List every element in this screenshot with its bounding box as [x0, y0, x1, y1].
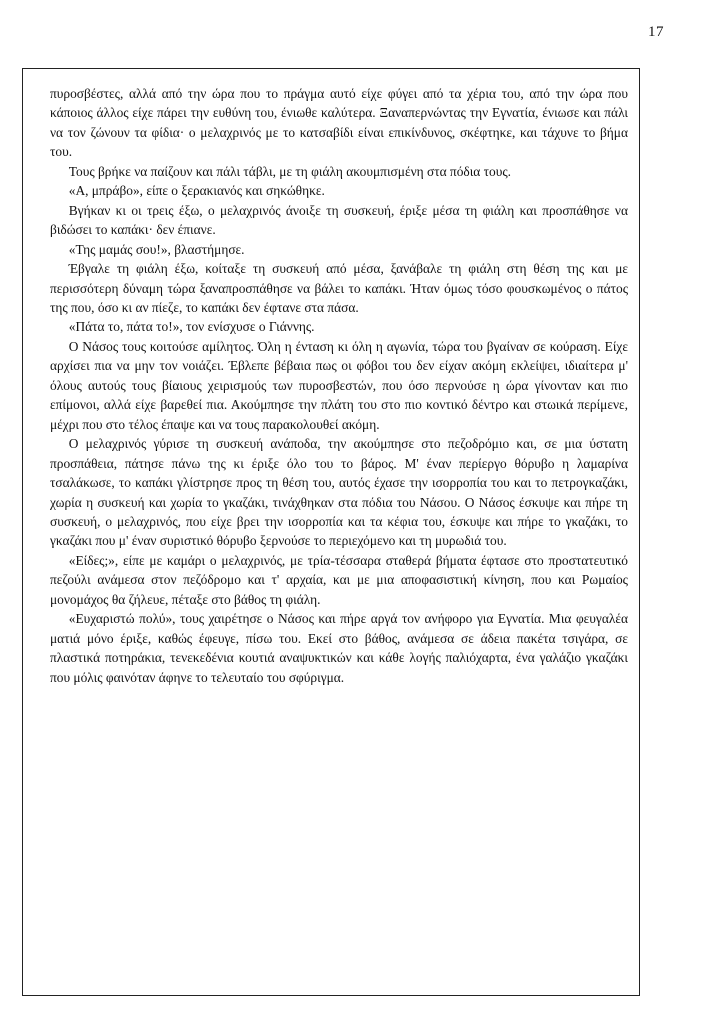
- paragraph-6: Έβγαλε τη φιάλη έξω, κοίταξε τη συσκευή από μέσα, ξανάβαλε τη φιάλη στη θέση της και με περισσότερη δύναμη τώρα ξαναπροσπάθησε να βάλει το καπάκι. Ήταν όμως τόσο φουσκωμένος ο πάτος της που, όσο κι αν πίεζε, το καπάκι δεν έφτανε στα πάσα.: [50, 261, 628, 315]
- paragraph-1: πυροσβέστες, αλλά από την ώρα που το πράγμα αυτό είχε φύγει από τα χέρια του, από την ώρα που κάποιος άλλος είχε πάρει την ευθύνη του, ένιωθε καλύτερα. Ξαναπερνώντας την Εγνατία, ένιωσε και πάλι να τον ζώνουν τα φίδια· ο μελαχρινός με το κατσαβίδι είναι επικίνδυνος, σκέφτηκε, και τάχυνε το βήμα του.: [50, 86, 628, 160]
- page-number: 17: [648, 24, 664, 40]
- paragraph-5: «Της μαμάς σου!», βλαστήμησε.: [68, 241, 245, 257]
- paragraph-4: Βγήκαν κι οι τρεις έξω, ο μελαχρινός άνοιξε τη συσκευή, έριξε μέσα τη φιάλη και προσπάθησε να βιδώσει το καπάκι· δεν έπιανε.: [50, 202, 628, 238]
- paragraph-2: Τους βρήκε να παίζουν και πάλι τάβλι, με τη φιάλη ακουμπισμένη στα πόδια τους.: [68, 163, 512, 179]
- paragraph-9: Ο μελαχρινός γύρισε τη συσκευή ανάποδα, την ακούμπησε στο πεζοδρόμιο και, σε μια ύστατη προσπάθεια, πάτησε πάνω της κι έριξε όλο του το βάρος. Μ' έναν περίεργο θόρυβο η λαμαρίνα τσαλάκωσε, το καπάκι γλίστρησε προς τη θέση του, αυτός έχασε την ισορροπία του και το πετρογκαζάκι, χωρία η συσκευή και χωρία το γκαζάκι, τινάχθηκαν στα πόδια του Νάσου. Ο Νάσος έσκυψε και πήρε τη συσκευή, ο μελαχρινός, που είχε βρει την ισορροπία και τα κέφια του, έσκυψε και πήρε το γκαζάκι, το γκαζάκι που μ' έναν συριστικό θόρυβο ξερνούσε το περιεχόμενο και τη μυρωδιά του.: [50, 436, 628, 549]
- paragraph-3: «Α, μπράβο», είπε ο ξερακιανός και σηκώθηκε.: [68, 183, 325, 199]
- paragraph-8: Ο Νάσος τους κοιτούσε αμίλητος. Όλη η ένταση κι όλη η αγωνία, τώρα του βγαίναν σε κούραση. Είχε αρχίσει πια να μην τον νοιάζει. Έβλεπε βέβαια πως οι φόβοι του δεν είχαν ακόμη εκλείψει, ιδιαίτερα μ' όλους αυτούς τους βίαιους χειρισμούς των πυροσβεστών, που όσο περνούσε η ώρα γίνονταν και πιο επίμονοι, αλλά είχε βαρεθεί πια. Ακούμπησε την πλάτη του στο πιο κοντικό δέντρο και στωικά περίμενε, μέχρι που στο τέλος έπαψε και να τους παρακολουθεί ακόμη.: [50, 338, 628, 432]
- paragraph-10: «Είδες;», είπε με καμάρι ο μελαχρινός, με τρία-τέσσαρα σταθερά βήματα έφτασε στο προστατευτικό πεζούλι ανάμεσα στον πεζόδρομο και τ' αρχαία, και με μια αποφασιστική κίνηση, που και Ρωμαίος μονομάχος θα ζήλευε, πέταξε στο βάθος τη φιάλη.: [50, 552, 628, 607]
- document-body: [50, 84, 628, 687]
- paragraph-11: «Ευχαριστώ πολύ», τους χαιρέτησε ο Νάσος και πήρε αργά τον ανήφορο για Εγνατία. Μια φευγαλέα ματιά μόνο έριξε, καθώς έφευγε, πίσω του. Εκεί στο βάθος, ανάμεσα σε άδεια πακέτα τσιγάρα, σε πλαστικά ποτηράκια, τενεκεδένια κουτιά αναψυκτικών και κάθε λογής παλιόχαρτα, ένα γαλάζιο γκαζάκι που μόλις φαινόταν άφηνε το τελευταίο του σφύριγμα.: [50, 611, 628, 685]
- paragraph-7: «Πάτα το, πάτα το!», τον ενίσχυσε ο Γιάννης.: [68, 319, 315, 335]
